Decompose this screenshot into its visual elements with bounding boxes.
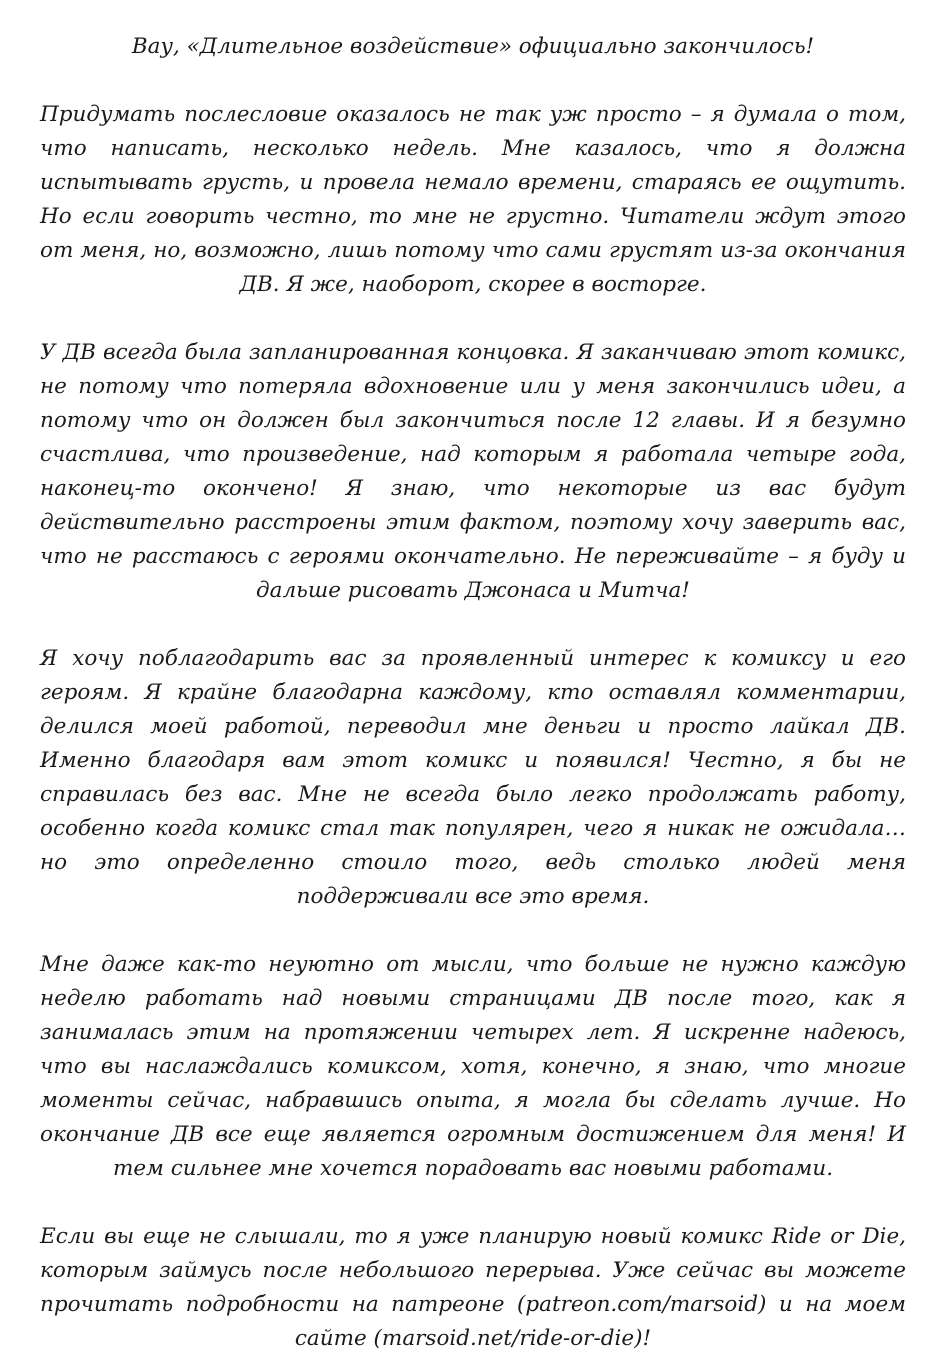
paragraph-reflection: Мне даже как-то неуютно от мысли, что больше не нужно каждую неделю работать над новыми страницами ДВ после того, как я занималась этим на протяжении четырех лет. Я искренне надеюсь, что вы наслаждались комиксом, хотя, конечно, я знаю, что многие моменты сейчас, набравшись опыта, я могла бы сделать лучше. Но окончание ДВ все еще является огромным достижением для меня! И тем сильнее мне хочется порадовать вас новыми работами. <box>40 952 906 1181</box>
afterword-page <box>40 30 906 1356</box>
afterword-title: Вау, «Длительное воздействие» официально закончилось! <box>131 34 815 59</box>
paragraph-gratitude: Я хочу поблагодарить вас за проявленный интерес к комиксу и его героям. Я крайне благодарна каждому, кто оставлял комментарии, делился моей работой, переводил мне деньги и просто лайкал ДВ. Именно благодаря вам этот комикс и появился! Честно, я бы не справилась без вас. Мне не всегда было легко продолжать работу, особенно когда комикс стал так популярен, чего я никак не ожидала… но это определенно стоило того, ведь столько людей меня поддерживали все это время. <box>40 646 906 909</box>
paragraph-next-comic: Если вы еще не слышали, то я уже планирую новый комикс Ride or Die, которым займусь после небольшого перерыва. Уже сейчас вы можете прочитать подробности на патреоне (patreon.com/marsoid) и на моем сайте (marsoid.net/ride-or-die)! <box>40 1224 906 1351</box>
paragraph-inspiration: Придумать послесловие оказалось не так уж просто – я думала о том, что написать, несколько недель. Мне казалось, что я должна испытывать грусть, и провела немало времени, стараясь ее ощутить. Но если говорить честно, то мне не грустно. Читатели ждут этого от меня, но, возможно, лишь потому что сами грустят из-за окончания ДВ. Я же, наоборот, скорее в восторге. <box>40 102 906 297</box>
paragraph-planned-ending: У ДВ всегда была запланированная концовка. Я заканчиваю этот комикс, не потому что потеряла вдохновение или у меня закончились идеи, а потому что он должен был закончиться после 12 главы. И я безумно счастлива, что произведение, над которым я работала четыре года, наконец-то окончено! Я знаю, что некоторые из вас будут действительно расстроены этим фактом, поэтому хочу заверить вас, что не расстаюсь с героями окончательно. Не переживайте – я буду и дальше рисовать Джонаса и Митча! <box>40 340 906 603</box>
